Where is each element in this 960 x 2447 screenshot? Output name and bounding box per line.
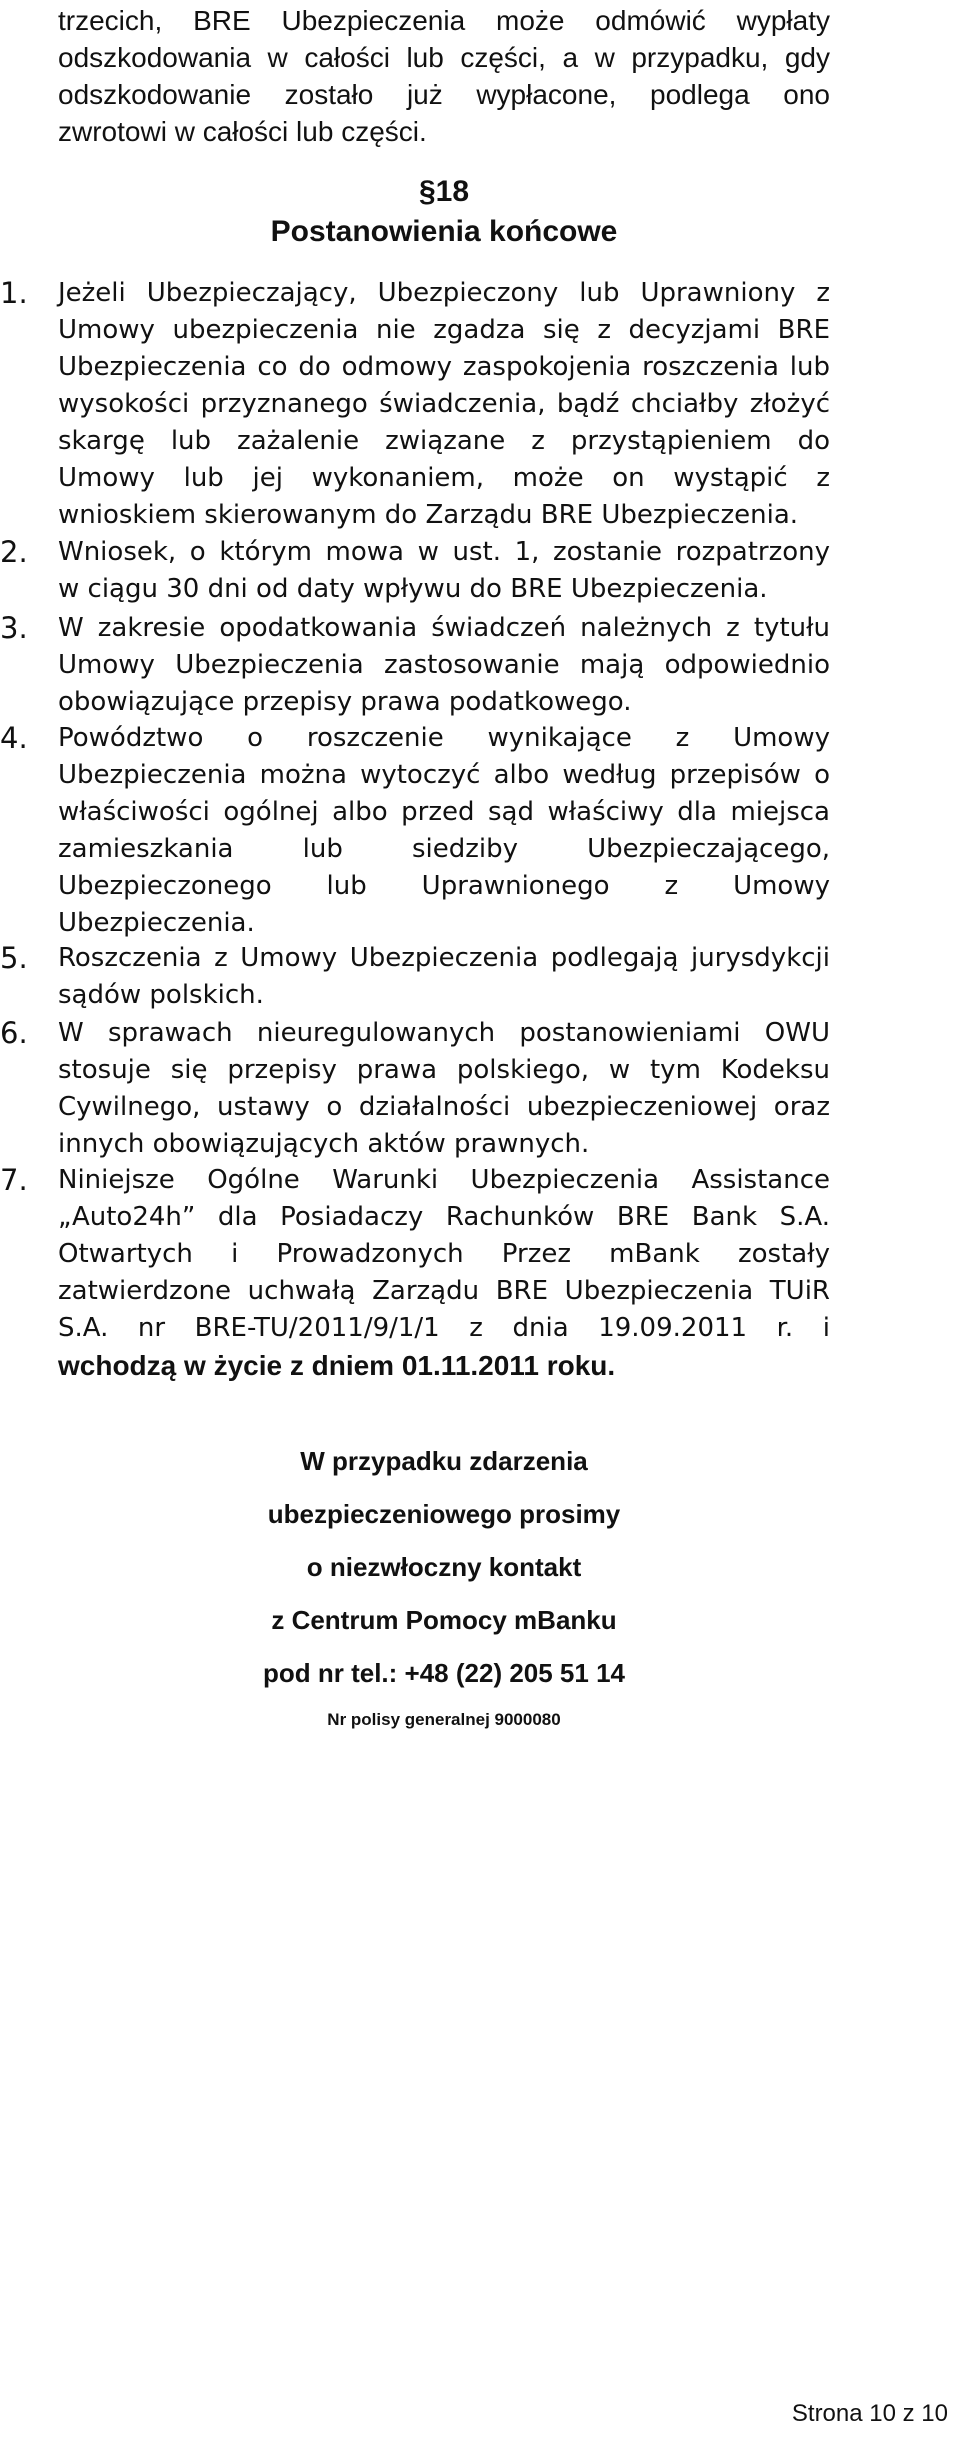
contact-line: W przypadku zdarzenia bbox=[300, 1446, 588, 1476]
paragraph-line: Umowy Ubezpieczenia zastosowanie mają odpowiednio bbox=[58, 650, 830, 680]
effective-date-line: wchodzą w życie z dniem 01.11.2011 roku. bbox=[58, 1350, 616, 1381]
contact-line: o niezwłoczny kontakt bbox=[306, 1552, 582, 1582]
paragraph-line: S.A. nr BRE-TU/2011/9/1/1 z dnia 19.09.2011 r. i bbox=[58, 1313, 830, 1343]
paragraph-line: właściwości ogólnej albo przed sąd właściwy dla miejsca bbox=[58, 797, 830, 827]
paragraph-line: Roszczenia z Umowy Ubezpieczenia podlegają jurysdykcji bbox=[58, 943, 830, 973]
intro-line: trzecich, BRE Ubezpieczenia może odmówić wypłaty bbox=[58, 5, 830, 36]
intro-line: odszkodowania w całości lub części, a w przypadku, gdy bbox=[58, 42, 830, 73]
intro-line: zwrotowi w całości lub części. bbox=[58, 116, 427, 147]
paragraph-body bbox=[58, 534, 830, 608]
paragraph-line: Jeżeli Ubezpieczający, Ubezpieczony lub Uprawniony z bbox=[58, 278, 830, 308]
paragraph-body bbox=[58, 1015, 830, 1163]
paragraph-line: w ciągu 30 dni od daty wpływu do BRE Ubezpieczenia. bbox=[58, 574, 768, 604]
intro-paragraph bbox=[58, 2, 830, 150]
paragraph-line: Powództwo o roszczenie wynikające z Umowy bbox=[58, 723, 830, 753]
paragraph-line: Umowy ubezpieczenia nie zgadza się z decyzjami BRE bbox=[58, 315, 830, 345]
paragraph-line: skargę lub zażalenie związane z przystąpieniem do bbox=[58, 426, 830, 456]
paragraph-line: Cywilnego, ustawy o działalności ubezpieczeniowej oraz bbox=[58, 1092, 830, 1122]
intro-line: odszkodowanie zostało już wypłacone, podlega ono bbox=[58, 79, 830, 110]
section-title: Postanowienia końcowe bbox=[270, 215, 618, 248]
paragraph-line: Ubezpieczenia można wytoczyć albo według przepisów o bbox=[58, 760, 830, 790]
paragraph-number: 4. bbox=[0, 721, 28, 755]
paragraph-number: 2. bbox=[0, 535, 28, 569]
paragraph-line: Umowy lub jej wykonaniem, może on wystąpić z bbox=[58, 463, 830, 493]
paragraph-line: Wniosek, o którym mowa w ust. 1, zostanie rozpatrzony bbox=[58, 537, 830, 567]
paragraph-line: Otwartych i Prowadzonych Przez mBank zostały bbox=[58, 1239, 830, 1269]
contact-line: z Centrum Pomocy mBanku bbox=[271, 1605, 617, 1635]
paragraph-body bbox=[58, 610, 830, 721]
paragraph-line: obowiązujące przepisy prawa podatkowego. bbox=[58, 687, 632, 717]
paragraph-line: sądów polskich. bbox=[58, 980, 264, 1010]
page-number: Strona 10 z 10 bbox=[791, 2400, 948, 2427]
paragraph-body bbox=[58, 940, 830, 1014]
contact-phone-line: pod nr tel.: +48 (22) 205 51 14 bbox=[263, 1658, 625, 1688]
paragraph-line: innych obowiązujących aktów prawnych. bbox=[58, 1129, 590, 1159]
paragraph-number: 5. bbox=[0, 941, 28, 975]
paragraph-number: 6. bbox=[0, 1016, 28, 1050]
paragraph-body bbox=[58, 1162, 830, 1384]
section-number: §18 bbox=[418, 175, 470, 208]
paragraph-line: zamieszkania lub siedziby Ubezpieczającego, bbox=[58, 834, 830, 864]
paragraph-line: W zakresie opodatkowania świadczeń należnych z tytułu bbox=[58, 613, 830, 643]
paragraph-line: Niniejsze Ogólne Warunki Ubezpieczenia Assistance bbox=[58, 1165, 830, 1195]
paragraph-body bbox=[58, 275, 830, 534]
paragraph-line: Ubezpieczenia co do odmowy zaspokojenia roszczenia lub bbox=[58, 352, 830, 382]
paragraph-body bbox=[58, 720, 830, 942]
paragraph-line: Ubezpieczonego lub Uprawnionego z Umowy bbox=[58, 871, 830, 901]
paragraph-line: Ubezpieczenia. bbox=[58, 908, 255, 938]
paragraph-line: stosuje się przepisy prawa polskiego, w tym Kodeksu bbox=[58, 1055, 830, 1085]
paragraph-line: W sprawach nieuregulowanych postanowieniami OWU bbox=[58, 1018, 830, 1048]
paragraph-number: 1. bbox=[0, 276, 28, 310]
paragraph-number: 3. bbox=[0, 611, 28, 645]
paragraph-number: 7. bbox=[0, 1163, 28, 1197]
paragraph-line: zatwierdzone uchwałą Zarządu BRE Ubezpieczenia TUiR bbox=[58, 1276, 830, 1306]
paragraph-line: wnioskiem skierowanym do Zarządu BRE Ubezpieczenia. bbox=[58, 500, 799, 530]
policy-number: Nr polisy generalnej 9000080 bbox=[327, 1710, 561, 1729]
paragraph-line: wysokości przyznanego świadczenia, bądź chciałby złożyć bbox=[58, 389, 830, 419]
paragraph-line: „Auto24h” dla Posiadaczy Rachunków BRE Bank S.A. bbox=[58, 1202, 830, 1232]
contact-line: ubezpieczeniowego prosimy bbox=[267, 1499, 621, 1529]
